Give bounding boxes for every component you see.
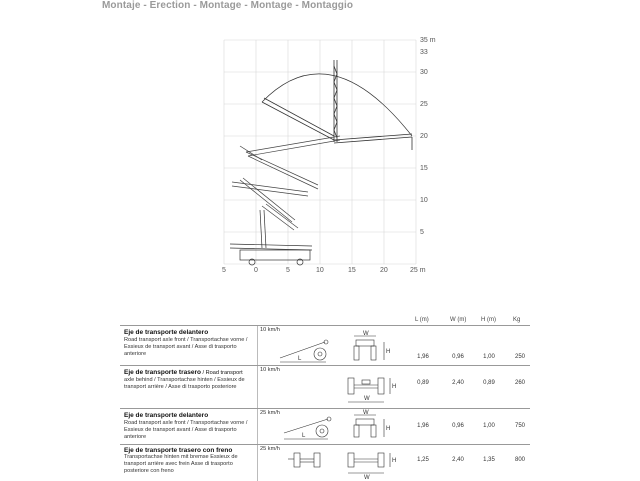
y-tick: 20 [420,133,428,140]
y-tick: 15 [420,165,428,172]
value-height: 1,35 [483,457,495,463]
table-row [120,444,530,481]
y-tick: 10 [420,197,428,204]
row-speed: 25 km/h [260,410,280,416]
table-row [120,408,530,447]
y-tick: 25 [420,101,428,108]
dim-label-h: H [392,458,397,464]
x-tick: 25 m [410,267,426,274]
value-length: 1,96 [417,354,429,360]
col-header-length: L (m) [415,317,429,323]
row-title: Eje de transporte trasero con freno [124,447,233,454]
value-length: 1,25 [417,457,429,463]
row-speed: 10 km/h [260,367,280,373]
value-weight: 750 [514,423,525,429]
row-speed: 10 km/h [260,327,280,333]
value-length: 0,89 [417,380,429,386]
value-width: 0,96 [452,423,464,429]
value-width: 0,96 [452,354,464,360]
y-tick: 35 m [420,37,436,44]
crane-folded [230,210,312,265]
value-weight: 260 [514,380,525,386]
row-title: Eje de transporte delantero [124,329,209,336]
value-weight: 250 [514,354,525,360]
x-tick: 10 [316,267,324,274]
crane-stage-2 [240,136,340,189]
row-subtitle: Transportachse hinten mit bremse Essieux de transport arrière avec frein Asse di trasporto posteriore con freno [124,454,238,475]
front-axle-drawing [270,328,400,370]
value-weight: 800 [514,457,525,463]
value-height: 1,00 [483,423,495,429]
value-width: 2,40 [452,380,464,386]
col-header-height: H (m) [481,317,496,323]
dim-label-l: L [302,433,306,439]
table-row [120,365,530,411]
dim-label-w: W [364,396,370,402]
row-title: Eje de transporte delantero [124,412,209,419]
y-tick: 33 [420,49,428,56]
col-header-weight: Kg [513,317,521,323]
dim-label-w: W [364,475,370,481]
x-tick: 0 [254,267,258,274]
y-tick: 5 [420,229,424,236]
page-title: Montaje - Erection - Montage - Montage - Montaggio [102,0,354,11]
dim-label-h: H [392,384,397,390]
row-subtitle: axle behind / Transportachse hinten / Essieux de transport arrière / Asse di trasporto posteriore [124,377,245,391]
x-tick: 5 [222,267,226,274]
dim-label-h: H [386,426,391,432]
value-width: 2,40 [452,457,464,463]
row-title: Eje de transporte trasero / Road transport [124,369,243,376]
crane-stage-3 [232,178,308,230]
value-height: 0,89 [483,380,495,386]
rear-axle-drawing [270,368,400,410]
value-height: 1,00 [483,354,495,360]
dim-label-w: W [363,410,369,416]
col-header-width: W (m) [450,317,467,323]
rear-axle-brake-drawing [270,445,400,481]
row-subtitle: Road transport axle front / Transportachse vorne / Essieux de transport avant / Asse di trasporto anteriore [124,337,248,358]
row-speed: 25 km/h [260,446,280,452]
x-tick: 15 [348,267,356,274]
value-length: 1,96 [417,423,429,429]
y-tick: 30 [420,69,428,76]
front-axle-drawing [270,409,400,447]
dim-label-l: L [298,356,302,362]
x-tick: 20 [380,267,388,274]
x-tick: 5 [286,267,290,274]
dim-label-h: H [386,349,391,355]
row-subtitle: Road transport axle front / Transportachse vorne / Essieux de transport avant / Asse di trasporto anteriore [124,420,248,441]
dim-label-w: W [363,331,369,337]
